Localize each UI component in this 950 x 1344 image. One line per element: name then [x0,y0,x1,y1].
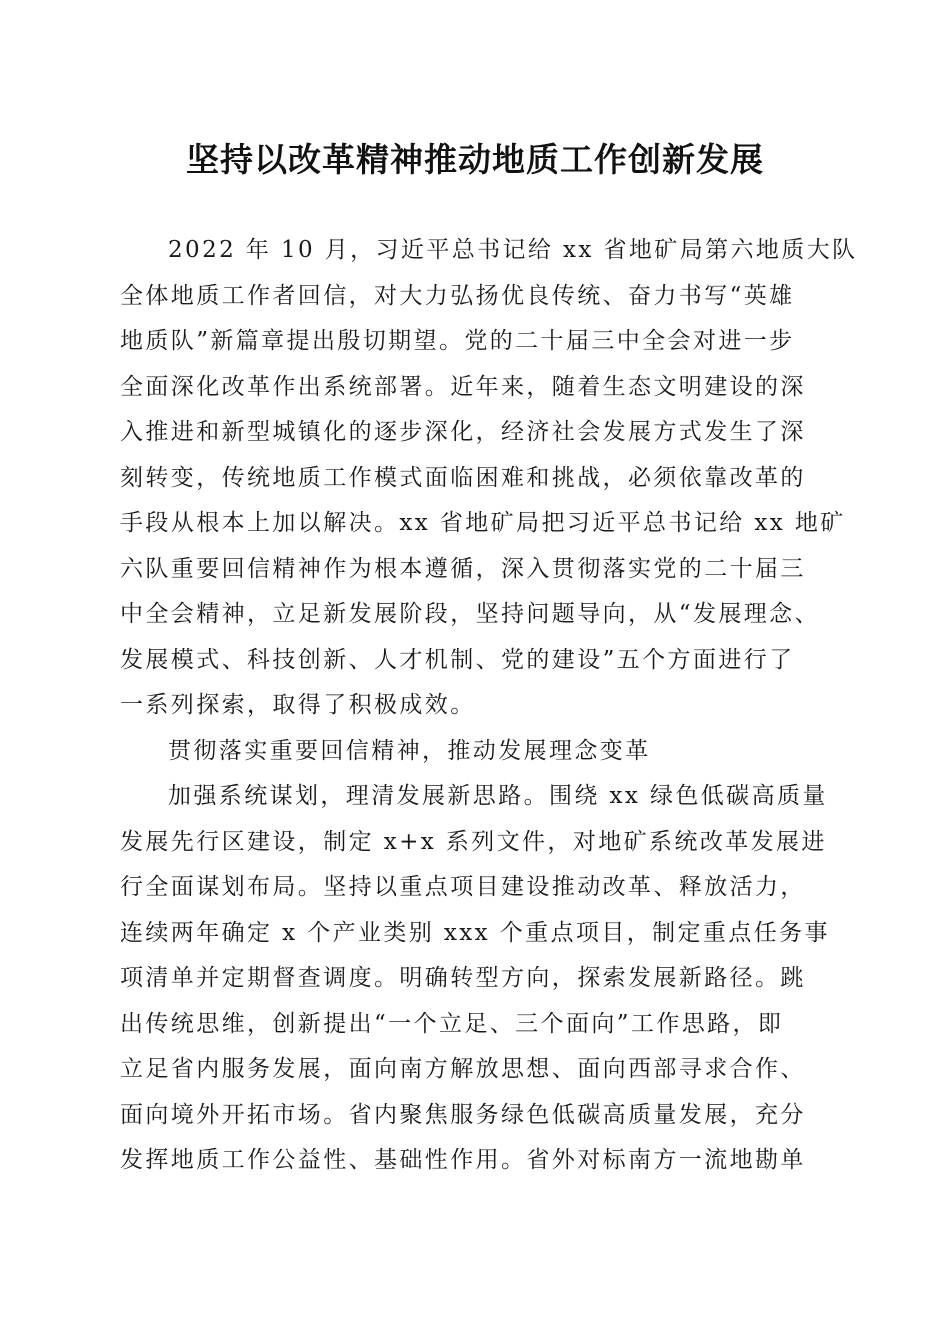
body-line: 2022 年 10 月，习近平总书记给 xx 省地矿局第六地质大队 [168,237,858,263]
body-line: 全面深化改革作出系统部署。近年来，随着生态文明建设的深 [120,373,806,400]
body-line: 加强系统谋划，理清发展新思路。围绕 xx 绿色低碳高质量 [168,783,828,809]
body-line: 刻转变，传统地质工作模式面临困难和挑战，必须依靠改革的 [120,464,806,491]
document-body [120,228,858,1184]
section-heading: 贯彻落实重要回信精神，推动发展理念变革 [168,737,651,764]
document-title: 坚持以改革精神推动地质工作创新发展 [186,140,764,179]
body-line: 发展先行区建设，制定 x+x 系列文件，对地矿系统改革发展进 [120,828,827,855]
body-line: 项清单并定期督查调度。明确转型方向，探索发展新路径。跳 [120,965,806,991]
body-line: 行全面谋划布局。坚持以重点项目建设推动改革、释放活力， [120,874,806,900]
body-line: 一系列探索，取得了积极成效。 [120,692,476,718]
body-line: 六队重要回信精神作为根本遵循，深入贯彻落实党的二十届三 [120,555,806,582]
body-line: 入推进和新型城镇化的逐步深化，经济社会发展方式发生了深 [120,419,806,445]
body-line: 连续两年确定 x 个产业类别 xxx 个重点项目，制定重点任务事 [120,919,830,946]
body-line: 发展模式、科技创新、人才机制、党的建设”五个方面进行了 [120,646,795,673]
body-line: 手段从根本上加以解决。xx 省地矿局把习近平总书记给 xx 地矿 [120,510,846,536]
body-line: 立足省内服务发展，面向南方解放思想、面向西部寻求合作、 [120,1056,806,1082]
body-line: 发挥地质工作公益性、基础性作用。省外对标南方一流地勘单 [120,1147,806,1173]
body-line: 全体地质工作者回信，对大力弘扬优良传统、奋力书写“英雄 [120,282,795,309]
body-line: 中全会精神，立足新发展阶段，坚持问题导向，从“发展理念、 [120,601,820,627]
body-line: 面向境外开拓市场。省内聚焦服务绿色低碳高质量发展，充分 [120,1101,806,1128]
body-line: 出传统思维，创新提出“一个立足、三个面向”工作思路，即 [120,1010,784,1037]
body-line: 地质队”新篇章提出殷切期望。党的二十届三中全会对进一步 [120,328,795,354]
